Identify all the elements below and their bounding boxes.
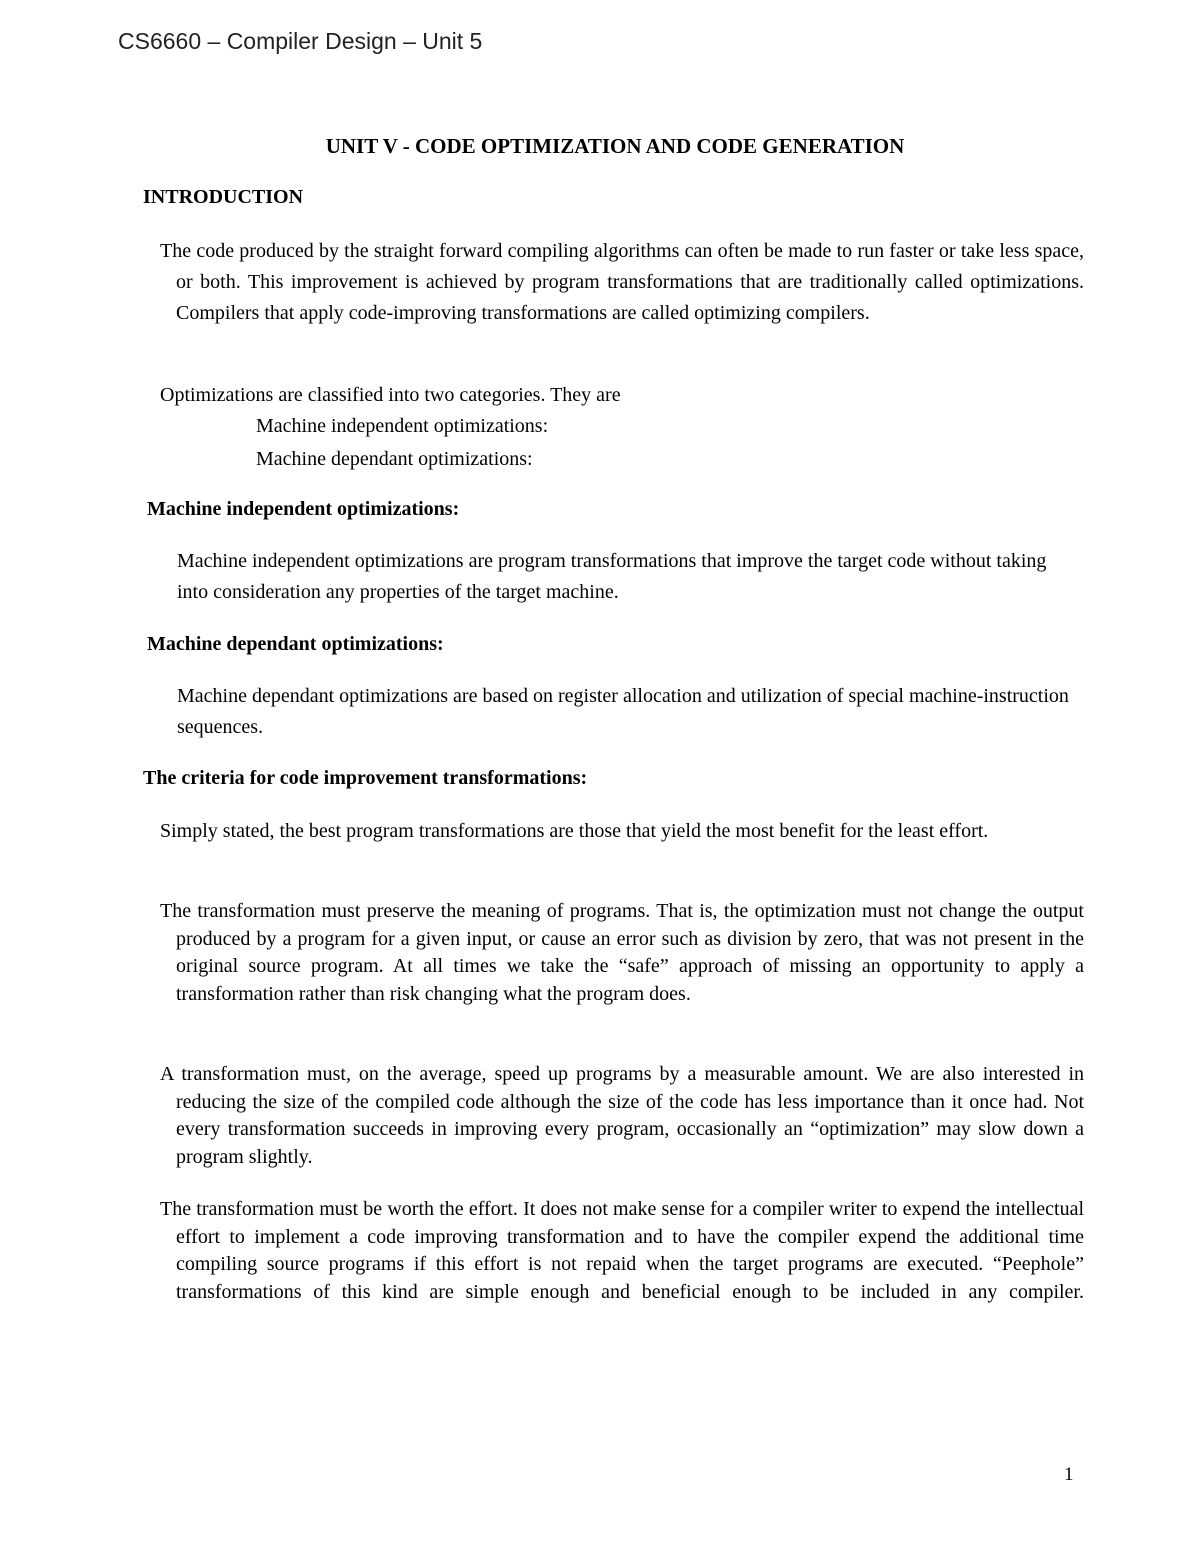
criteria-paragraph-4: The transformation must be worth the effort. It does not make sense for a compiler writer to expend the intellectual effort to implement a code improving transformation and to have the compiler expend the additional time compiling source programs if this effort is not repaid when the target programs are executed. “Peephole” transformations of this kind are simple enough and beneficial enough to be included in any compiler. bbox=[160, 1198, 1084, 1303]
classification-paragraph: Optimizations are classified into two categories. They are bbox=[160, 384, 621, 406]
unit-title: UNIT V - CODE OPTIMIZATION AND CODE GENERATION bbox=[325, 134, 905, 158]
criteria-heading: The criteria for code improvement transformations: bbox=[143, 767, 588, 789]
page-header: CS6660 – Compiler Design – Unit 5 bbox=[118, 28, 483, 54]
dependant-heading: Machine dependant optimizations: bbox=[147, 633, 444, 655]
criteria-paragraph-3: A transformation must, on the average, speed up programs by a measurable amount. We are also interested in reducing the size of the compiled code although the size of the code has less importance than it once had. Not every transformation succeeds in improving every program, occasionally an “optimization” may slow down a program slightly. bbox=[160, 1063, 1084, 1168]
criteria-paragraph-1: Simply stated, the best program transformations are those that yield the most benefit for the least effort. bbox=[160, 820, 989, 842]
independent-heading: Machine independent optimizations: bbox=[147, 498, 460, 520]
category-independent: Machine independent optimizations: bbox=[256, 415, 549, 437]
criteria-paragraph-2: The transformation must preserve the meaning of programs. That is, the optimization must not change the output produced by a program for a given input, or cause an error such as division by zero, that was not present in the original source program. At all times we take the “safe” approach of missing an opportunity to apply a transformation rather than risk changing what the program does. bbox=[160, 900, 1084, 1005]
dependant-text: Machine dependant optimizations are based on register allocation and utilization of special machine-instruction sequences. bbox=[177, 685, 1069, 738]
intro-paragraph: The code produced by the straight forward compiling algorithms can often be made to run faster or take less space, or both. This improvement is achieved by program transformations that are traditionally called optimizations. Compilers that apply code-improving transformations are called optimizing compilers. bbox=[160, 240, 1084, 324]
intro-heading: INTRODUCTION bbox=[143, 186, 304, 208]
independent-text: Machine independent optimizations are program transformations that improve the target code without taking into consideration any properties of the target machine. bbox=[177, 550, 1047, 603]
category-dependant: Machine dependant optimizations: bbox=[256, 448, 533, 470]
page-number: 1 bbox=[1064, 1464, 1074, 1485]
